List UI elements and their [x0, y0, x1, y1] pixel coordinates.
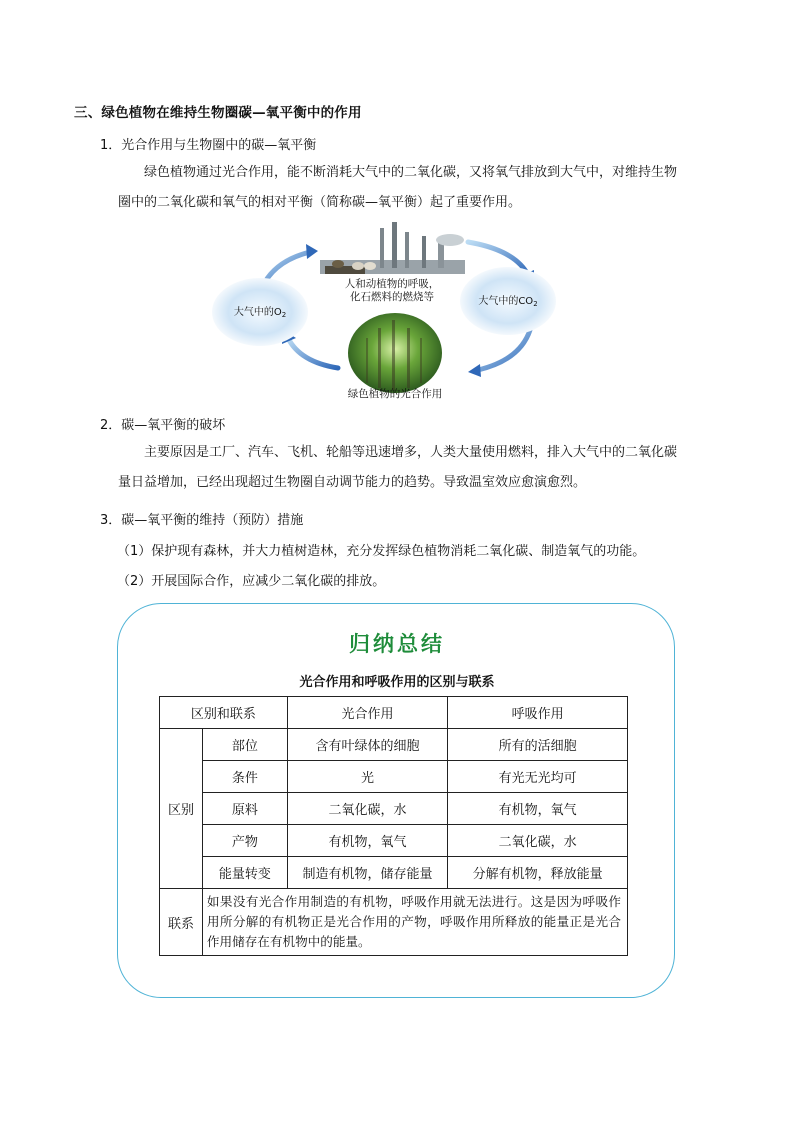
- table-cell-respiration: 所有的活细胞: [448, 729, 628, 761]
- arrow-bottom-right: [478, 330, 530, 370]
- table-cell-respiration: 有机物，氧气: [448, 793, 628, 825]
- arrow-head-bottom-right: [468, 364, 481, 377]
- subsection-3-title: 3．碳—氧平衡的维持（预防）措施: [100, 513, 304, 528]
- arrow-bottom-left: [288, 338, 338, 368]
- subsection-2-title: 2．碳—氧平衡的破坏: [100, 418, 226, 433]
- diagram-label-respiration-line-1: 人和动植物的呼吸，: [344, 278, 440, 290]
- subsection-1-body-line-2: 圈中的二氧化碳和氧气的相对平衡（简称碳—氧平衡）起了重要作用。: [118, 195, 522, 210]
- table-cell-photosynthesis: 制造有机物，储存能量: [287, 857, 448, 889]
- table-header-row: [160, 697, 628, 729]
- table-cell-item: 条件: [202, 761, 287, 793]
- table-row: [160, 857, 628, 889]
- table-cell-photosynthesis: 有机物，氧气: [287, 825, 448, 857]
- table-cell-item: 部位: [202, 729, 287, 761]
- table-header-cell: 光合作用: [287, 697, 448, 729]
- table-group-label-link: 联系: [160, 889, 203, 956]
- subsection-2-body-line-2: 量日益增加，已经出现超过生物圈自动调节能力的趋势。导致温室效应愈演愈烈。: [118, 475, 587, 490]
- diagram-label-respiration-line-2: 化石燃料的燃烧等: [350, 291, 434, 303]
- table-header-cell: 区别和联系: [160, 697, 288, 729]
- comparison-table-title: 光合作用和呼吸作用的区别与联系: [299, 675, 495, 690]
- table-group-label-difference: 区别: [160, 729, 203, 889]
- table-cell-respiration: 二氧化碳，水: [448, 825, 628, 857]
- diagram-label-atmosphere-co2: 大气中的$CO_2$: [478, 296, 538, 308]
- table-cell-photosynthesis: 含有叶绿体的细胞: [287, 729, 448, 761]
- table-cell-respiration: 分解有机物，释放能量: [448, 857, 628, 889]
- diagram-label-atmosphere-o2: 大气中的$O_2$: [233, 307, 287, 319]
- carbon-oxygen-cycle-diagram: [210, 220, 560, 405]
- table-cell-photosynthesis: 二氧化碳，水: [287, 793, 448, 825]
- subsection-1-title: 1．光合作用与生物圈中的碳—氧平衡: [100, 138, 317, 153]
- table-row: [160, 825, 628, 857]
- table-cell-item: 原料: [202, 793, 287, 825]
- arrow-top-left: [265, 252, 310, 282]
- section-heading: 三、绿色植物在维持生物圈碳—氧平衡中的作用: [74, 105, 362, 121]
- factory-scene-image: [320, 222, 465, 274]
- subsection-1-body: [118, 158, 738, 218]
- summary-title: 归纳总结: [349, 631, 445, 656]
- table-cell-photosynthesis: 光: [287, 761, 448, 793]
- table-header-cell: 呼吸作用: [448, 697, 628, 729]
- forest-image: [348, 313, 442, 393]
- table-cell-link-text: 如果没有光合作用制造的有机物，呼吸作用就无法进行。这是因为呼吸作用所分解的有机物正是光合作用的产物，呼吸作用所释放的能量正是光合作用储存在有机物中的能量。: [202, 889, 627, 956]
- measure-item-1: （1）保护现有森林，并大力植树造林，充分发挥绿色植物消耗二氧化碳、制造氧气的功能。: [117, 544, 646, 559]
- subsection-1-body-line-1: 绿色植物通过光合作用，能不断消耗大气中的二氧化碳，又将氧气排放到大气中，对维持生物: [144, 165, 678, 180]
- table-cell-item: 产物: [202, 825, 287, 857]
- comparison-table: [159, 696, 628, 956]
- measure-item-2: （2）开展国际合作，应减少二氧化碳的排放。: [117, 574, 386, 589]
- table-row-link: [160, 889, 628, 956]
- arrow-head-top-left: [306, 244, 318, 259]
- subsection-2-body-line-1: 主要原因是工厂、汽车、飞机、轮船等迅速增多，人类大量使用燃料，排入大气中的二氧化碳: [144, 445, 678, 460]
- table-cell-item: 能量转变: [202, 857, 287, 889]
- subsection-2-body: [118, 438, 738, 498]
- table-row: [160, 761, 628, 793]
- diagram-label-photosynthesis: 绿色植物的光合作用: [347, 388, 443, 400]
- table-cell-respiration: 有光无光均可: [448, 761, 628, 793]
- table-row: [160, 729, 628, 761]
- table-row: [160, 793, 628, 825]
